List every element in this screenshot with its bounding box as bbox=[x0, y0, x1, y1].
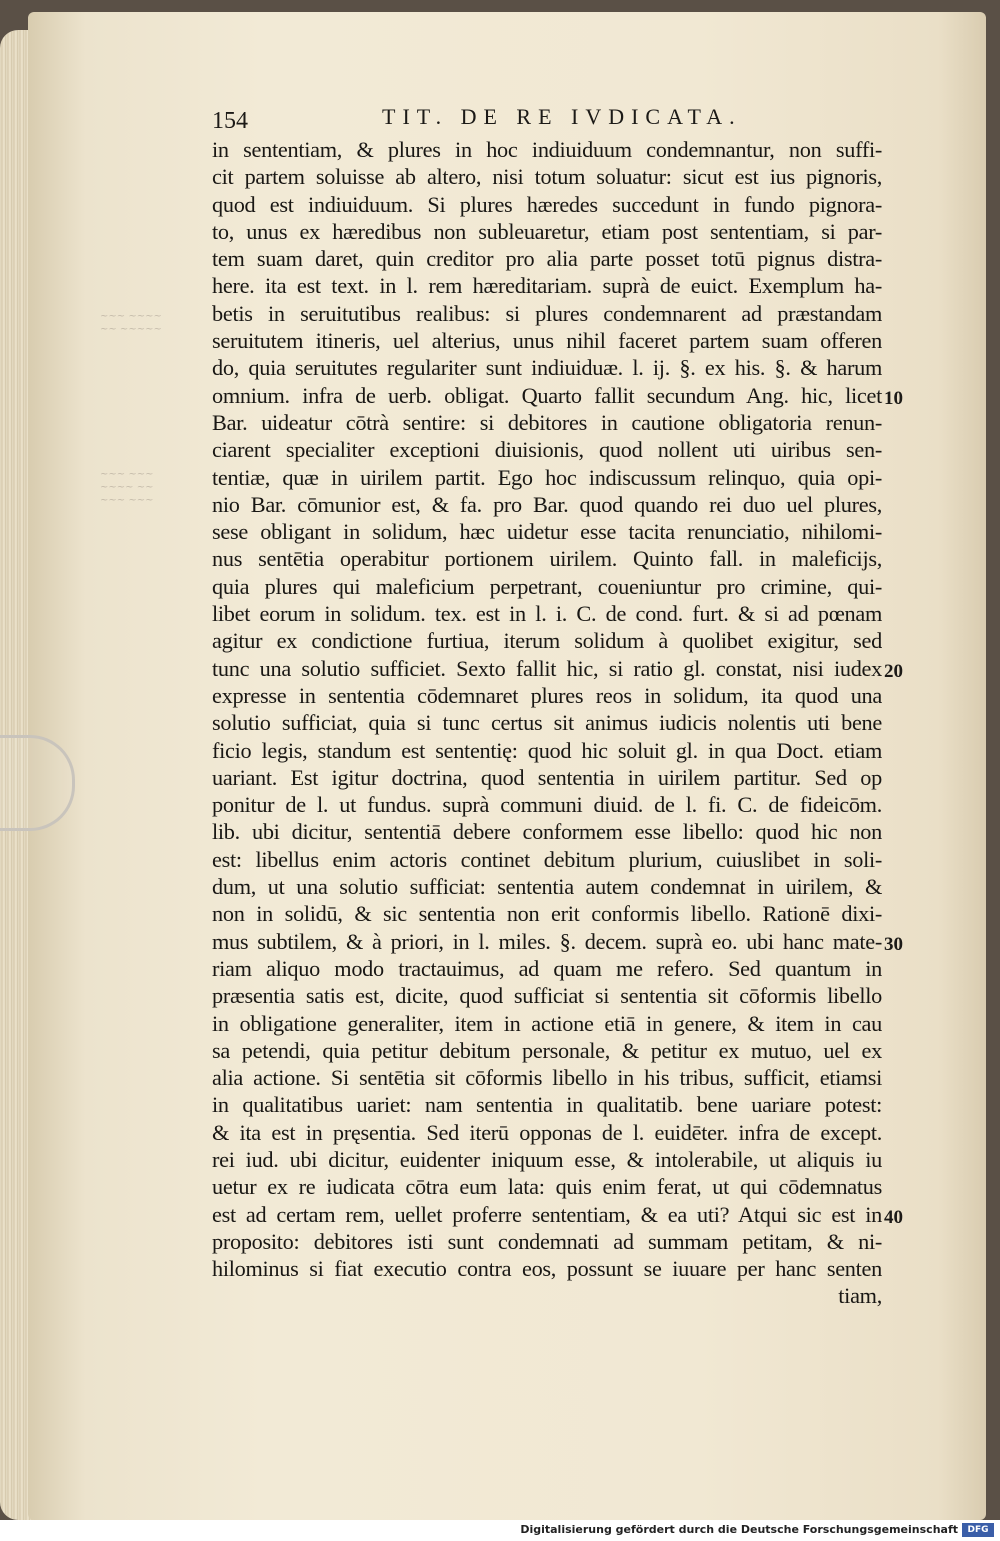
text-line: est: libellus enim actoris continet debitum plurium, cuiuslibet in soli- bbox=[212, 846, 882, 872]
text-line: riam aliquo modo tractauimus, ad quam me refero. Sed quantum in bbox=[212, 955, 882, 981]
footer-bar bbox=[0, 1520, 1000, 1541]
text-line: to, unus ex hæredibus non subleuaretur, etiam post sententiam, si par- bbox=[212, 218, 882, 244]
running-title: TIT. DE RE IVDICATA. bbox=[382, 104, 742, 129]
line-number: 10 bbox=[884, 388, 903, 409]
text-line: here. ita est text. in l. rem hæreditariam. suprà de euict. Exemplum ha- bbox=[212, 273, 882, 299]
text-line: expresse in sententia cōdemnaret plures reos in solidum, ita quod una bbox=[212, 682, 882, 708]
text-line: in obligatione generaliter, item in actione etiā in genere, & item in cau bbox=[212, 1010, 882, 1036]
running-header bbox=[212, 104, 902, 134]
text-line: tiam, bbox=[838, 1283, 882, 1309]
text-line: nio Bar. cōmunior est, & fa. pro Bar. quod quando rei duo uel plures, bbox=[212, 491, 882, 517]
text-line: sa petendi, quia petitur debitum personale, & petitur ex mutuo, uel ex bbox=[212, 1037, 882, 1063]
text-line: solutio sufficiat, quia si tunc certus sit animus iudicis nolentis uti bene bbox=[212, 710, 882, 736]
text-line: uetur ex re iudicata cōtra eum lata: quis enim ferat, ut qui cōdemnatus bbox=[212, 1174, 882, 1200]
text-line: in sententiam, & plures in hoc indiuiduum condemnantur, non suffi- bbox=[212, 137, 882, 162]
text-line: cit partem soluisse ab altero, nisi totum soluatur: sicut est ius pignoris, bbox=[212, 164, 882, 190]
text-line: uariant. Est igitur doctrina, quod sententia in uirilem partitur. Sed op bbox=[212, 764, 882, 790]
text-line: nus sentētia operabitur portionem uirilem. Quinto fall. in maleficijs, bbox=[212, 546, 882, 572]
line-number: 30 bbox=[884, 934, 903, 955]
text-line: libet eorum in solidum. tex. est in l. i. C. de cond. furt. & si ad pœnam bbox=[212, 601, 882, 627]
text-line: seruitutem itineris, uel alterius, unus nihil faceret partem suam offeren bbox=[212, 328, 882, 354]
text-line: sese obligant in solidum, hæc uidetur esse tacita renunciatio, nihilomi- bbox=[212, 519, 882, 545]
text-line: dum, ut una solutio sufficiat: sententia autem condemnat in uirilem, & bbox=[212, 874, 882, 900]
bleed-through-marks: ~~~ ~~~~ ~~ ~~~~~ bbox=[100, 311, 162, 335]
text-line: agitur ex condictione furtiua, iterum solidum à quolibet exigitur, sed bbox=[212, 628, 882, 654]
text-line: tunc una solutio sufficiet. Sexto fallit hic, si ratio gl. constat, nisi iudex bbox=[212, 655, 882, 681]
text-line: in qualitatibus uariet: nam sententia in qualitatib. bene uariare potest: bbox=[212, 1092, 882, 1118]
text-line: quia plures qui maleficium perpetrant, coueniuntur pro crimine, qui- bbox=[212, 573, 882, 599]
text-line: omnium. infra de uerb. obligat. Quarto fallit secundum Ang. hic, licet bbox=[212, 382, 882, 408]
text-line: tentiæ, quæ in uirilem partit. Ego hoc indiscussum relinquo, quia opi- bbox=[212, 464, 882, 490]
text-line: rei iud. ubi dicitur, euidenter iniquum esse, & intolerabile, ut aliquis iu bbox=[212, 1146, 882, 1172]
dfg-logo: DFG bbox=[962, 1523, 994, 1537]
text-line: & ita est in pręsentia. Sed iterū opponas de l. euidēter. infra de except. bbox=[212, 1119, 882, 1145]
text-line: lib. ubi dicitur, sententiā debere conformem esse libello: quod hic non bbox=[212, 819, 882, 845]
text-line: proposito: debitores isti sunt condemnati ad summam petitam, & ni- bbox=[212, 1228, 882, 1254]
text-line: ficio legis, standum est sententię: quod hic soluit gl. in qua Doct. etiam bbox=[212, 737, 882, 763]
text-line: alia actione. Si sentētia sit cōformis libello in his tribus, sufficit, etiamsi bbox=[212, 1065, 882, 1091]
text-line: Bar. uideatur cōtrà sentire: si debitores in cautione obligatoria renun- bbox=[212, 409, 882, 435]
line-number: 20 bbox=[884, 661, 903, 682]
text-line: do, quia seruitutes regulariter sunt indiuiduæ. l. ij. §. ex his. §. & harum bbox=[212, 355, 882, 381]
text-line: quod est indiuiduum. Si plures hæredes succedunt in fundo pignora- bbox=[212, 191, 882, 217]
text-line: hilominus si fiat executio contra eos, possunt se iuuare per hanc senten bbox=[212, 1256, 882, 1282]
line-number: 40 bbox=[884, 1207, 903, 1228]
text-line: præsentia satis est, dicite, quod sufficiat si sententia sit cōformis libello bbox=[212, 983, 882, 1009]
text-line: betis in seruitutibus realibus: si plures condemnarent ad præstandam bbox=[212, 300, 882, 326]
bleed-through-marks: ~~~ ~~~ ~~~~ ~~ ~~~ ~~~ bbox=[100, 469, 154, 506]
text-line: ponitur de l. ut fundus. suprà communi diuid. de l. fi. C. de fideicōm. bbox=[212, 792, 882, 818]
text-line: ciarent specialiter exceptioni diuisionis, quod nollent uti uiribus sen- bbox=[212, 437, 882, 463]
main-text bbox=[212, 136, 882, 1310]
text-line: non in solidū, & sic sententia non erit conformis libello. Rationē dixi- bbox=[212, 901, 882, 927]
text-line: tem suam daret, quin creditor pro alia parte posset totū pignus distra- bbox=[212, 246, 882, 272]
text-line: est ad certam rem, uellet proferre sententiam, & ea uti? Atqui sic est in bbox=[212, 1201, 882, 1227]
footer-credit: Digitalisierung gefördert durch die Deutsche Forschungsgemeinschaft bbox=[520, 1523, 958, 1536]
text-line: mus subtilem, & à priori, in l. miles. §. decem. suprà eo. ubi hanc mate- bbox=[212, 928, 882, 954]
page-number: 154 bbox=[212, 108, 248, 134]
